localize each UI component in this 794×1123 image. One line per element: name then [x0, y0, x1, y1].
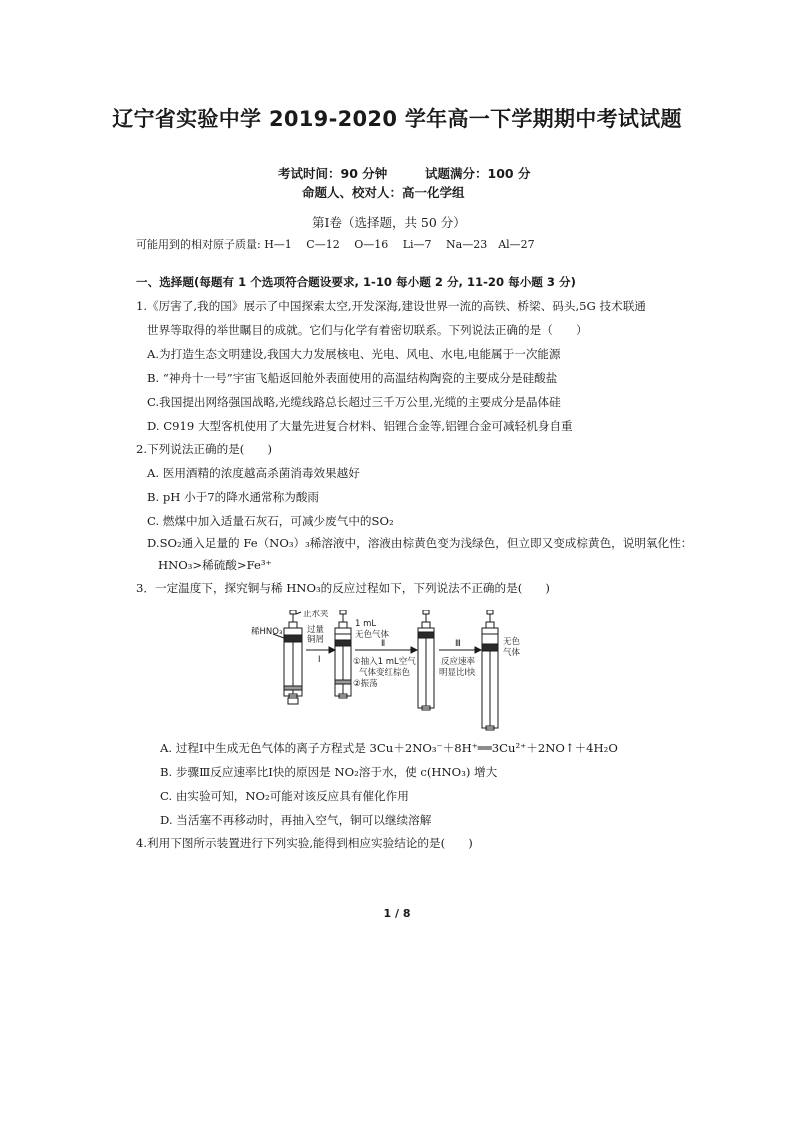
label-excess: 过量 [307, 625, 325, 635]
label-gas-1ml: 1 mL [355, 619, 377, 629]
q1-option-c: C.我国提出网络强国战略,光缆线路总长超过三千万公里,光缆的主要成分是晶体硅 [147, 395, 561, 409]
label-step2: Ⅱ [381, 639, 386, 649]
label-final-gas-line2: 气体 [503, 648, 521, 658]
syringe-3-tip [422, 622, 430, 628]
label-note2-line3: ②振荡 [353, 679, 378, 689]
q2-option-b: B. pH 小于7的降水通常称为酸雨 [147, 490, 320, 504]
part1-header: 一、选择题(每题有 1 个选项符合题设要求, 1-10 每小题 2 分, 11-20 每小题 3 分) [136, 275, 576, 289]
page-title: 辽宁省实验中学 2019-2020 学年高一下学期期中考试试题 [112, 107, 682, 131]
q1-stem-line1: 1.《厉害了,我的国》展示了中国探索太空,开发深海,建设世界一流的高铁、桥梁、码头,5G 技术联通 [136, 299, 646, 313]
label-note3-line2: 明显比Ⅰ快 [439, 668, 476, 678]
stopcock-2-icon [340, 610, 346, 614]
q1-stem-line2: 世界等取得的举世瞩目的成就。它们与化学有着密切联系。下列说法正确的是（ ） [147, 323, 588, 337]
label-step1: Ⅰ [318, 655, 321, 665]
q3-stem: 3．一定温度下，探究铜与稀 HNO₃的反应过程如下，下列说法不正确的是( ) [136, 581, 550, 595]
label-copper: 铜屑 [307, 635, 325, 645]
atomic-masses: 可能用到的相对原子质量: H—1 C—12 O—16 Li—7 Na—23 Al—27 [136, 238, 535, 251]
syringe-2-tip [339, 622, 347, 628]
syringe-4-liquid [482, 644, 498, 651]
q2-option-d-line1: D.SO₂通入足量的 Fe（NO₃）₃稀溶液中，溶液由棕黄色变为浅绿色，但立即又变成棕黄色，说明氧化性： [147, 536, 693, 550]
q1-option-d: D. C919 大型客机使用了大量先进复合材料、铝锂合金等,铝锂合金可减轻机身自重 [147, 419, 573, 433]
q3-option-c: C. 由实验可知，NO₂可能对该反应具有催化作用 [160, 789, 409, 803]
label-stopcock: 止水夹 [303, 610, 329, 619]
label-note2-line1: ①抽入1 mL空气 [353, 657, 416, 667]
q3-option-b: B. 步骤Ⅲ反应速率比Ⅰ快的原因是 NO₂溶于水，使 c(HNO₃) 增大 [160, 765, 498, 779]
syringe-4-tip [486, 622, 494, 628]
arrow-step3-head [475, 647, 481, 653]
syringe-2-flange [335, 680, 351, 684]
syringe-2-liquid [335, 640, 351, 646]
arrow-step2-head [411, 647, 417, 653]
exam-authors: 命题人、校对人：高一化学组 [302, 185, 465, 200]
stopcock-1-icon [290, 610, 296, 614]
page-number: 1 / 8 [383, 907, 411, 920]
stopcock-3-icon [423, 610, 429, 614]
q3-experiment-diagram [251, 610, 541, 732]
exam-time: 考试时间：90 分钟 [278, 166, 388, 181]
exam-score: 试题满分：100 分 [425, 166, 531, 181]
q3-option-d: D. 当活塞不再移动时，再抽入空气，铜可以继续溶解 [160, 813, 432, 827]
q1-option-b: B. “神舟十一号”宇宙飞船返回舱外表面使用的高温结构陶瓷的主要成分是硅酸盐 [147, 371, 558, 385]
label-step3: Ⅲ [455, 639, 461, 649]
q2-option-d-line2: HNO₃>稀硫酸>Fe³⁺ [158, 558, 272, 572]
q2-stem: 2.下列说法正确的是( ) [136, 442, 273, 456]
section-title: 第Ⅰ卷（选择题，共 50 分） [312, 215, 466, 230]
syringe-1-flange [284, 686, 302, 690]
arrow-step1-head [329, 647, 335, 653]
syringe-1-handle [288, 698, 298, 704]
q3-option-a: A. 过程Ⅰ中生成无色气体的离子方程式是 3Cu＋2NO₃⁻＋8H⁺══3Cu²⁺＋2NO↑＋4H₂O [160, 741, 618, 755]
label-dilute-hno3: 稀HNO₃ [251, 627, 283, 637]
q2-option-a: A. 医用酒精的浓度越高杀菌消毒效果越好 [147, 466, 360, 480]
q4-stem: 4.利用下图所示装置进行下列实验,能得到相应实验结论的是( ) [136, 836, 473, 850]
q2-option-c: C. 燃煤中加入适量石灰石，可减少废气中的SO₂ [147, 514, 394, 528]
q1-option-a: A.为打造生态文明建设,我国大力发展核电、光电、风电、水电,电能属于一次能源 [147, 347, 561, 361]
syringe-1-liquid [284, 635, 302, 642]
label-final-gas-line1: 无色 [503, 637, 521, 647]
label-note2-line2: 气体变红棕色 [359, 668, 411, 678]
label-note3-line1: 反应速率 [441, 657, 476, 667]
syringe-3-liquid [418, 632, 434, 638]
label-colorless-gas: 无色气体 [355, 630, 390, 640]
leader-stopcock [296, 612, 301, 614]
stopcock-4-icon [487, 610, 493, 614]
syringe-1-tip [289, 622, 297, 628]
